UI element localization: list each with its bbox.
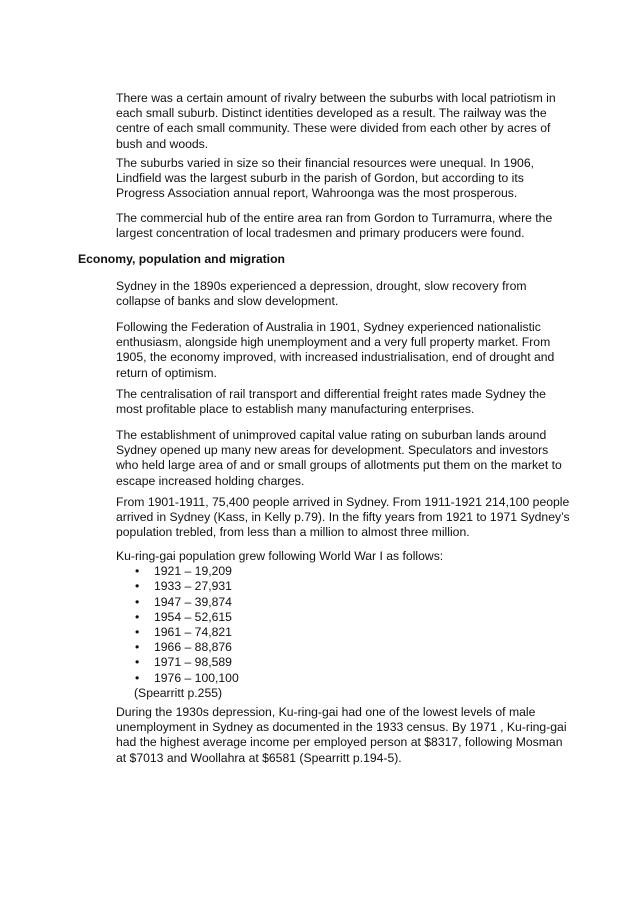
bullet-icon: •: [135, 640, 140, 655]
bullet-icon: •: [135, 564, 140, 579]
intro-paragraph-2: The suburbs varied in size so their financial resources were unequal. In 1906, Lindfield was the largest suburb in the parish of Gordon, but according to its Progress Association annual report, Wahroonga was the most prosperous.: [116, 156, 534, 201]
economy-paragraph-5: From 1901-1911, 75,400 people arrived in Sydney. From 1911-1921 214,100 people arrived in Sydney (Kass, in Kelly p.79). In the fifty years from 1921 to 1971 Sydney’s population trebled, from less than a million to almost three million.: [116, 495, 570, 540]
bullet-icon: •: [135, 609, 140, 624]
list-item: • 1954 – 52,615: [135, 609, 232, 624]
bullet-icon: •: [135, 670, 140, 685]
list-item: • 1976 – 100,100: [135, 670, 239, 685]
intro-paragraph-1: There was a certain amount of rivalry between the suburbs with local patriotism in each small suburb. Distinct identities developed as a result. The railway was the centre of each small community. These were divided from each other by acres of bush and woods.: [116, 91, 556, 151]
population-intro: Ku-ring-gai population grew following World War I as follows:: [116, 549, 444, 563]
economy-paragraph-3: The centralisation of rail transport and differential freight rates made Sydney the most profitable place to establish many manufacturing enterprises.: [116, 387, 546, 417]
economy-paragraph-1: Sydney in the 1890s experienced a depression, drought, slow recovery from collapse of banks and slow development.: [116, 279, 527, 309]
economy-paragraph-4: The establishment of unimproved capital value rating on suburban lands around Sydney opened up many new areas for development. Speculators and investors who held large area of and or small groups of allotments put them on the market to escape increased holding charges.: [116, 428, 562, 488]
bullet-icon: •: [135, 624, 140, 639]
section-heading: Economy, population and migration: [78, 252, 285, 266]
economy-paragraph-2: Following the Federation of Australia in 1901, Sydney experienced nationalistic enthusiasm, alongside high unemployment and a very full property market. From 1905, the economy improved, with increased industrialisation, end of drought and return of optimism.: [116, 320, 555, 380]
list-item: • 1947 – 39,874: [135, 594, 232, 609]
population-list: [116, 564, 572, 686]
bullet-icon: •: [135, 579, 140, 594]
intro-paragraph-3: The commercial hub of the entire area ran from Gordon to Turramurra, where the largest concentration of local tradesmen and primary producers were found.: [116, 211, 553, 241]
list-item: • 1966 – 88,876: [135, 640, 232, 655]
bullet-icon: •: [135, 655, 140, 670]
population-section: [116, 549, 572, 701]
list-item: • 1961 – 74,821: [135, 624, 232, 639]
list-item: • 1933 – 27,931: [135, 579, 232, 594]
closing-paragraph: During the 1930s depression, Ku-ring-gai had one of the lowest levels of male unemployment in Sydney as documented in the 1933 census. By 1971 , Ku-ring-gai had the highest average income per employed person at $8317, following Mosman at $7013 and Woollahra at $6581 (Spearritt p.194-5).: [116, 705, 567, 765]
population-source: (Spearritt p.255): [134, 685, 223, 700]
list-item: • 1971 – 98,589: [135, 655, 232, 670]
list-item: • 1921 – 19,209: [135, 564, 232, 579]
bullet-icon: •: [135, 594, 140, 609]
